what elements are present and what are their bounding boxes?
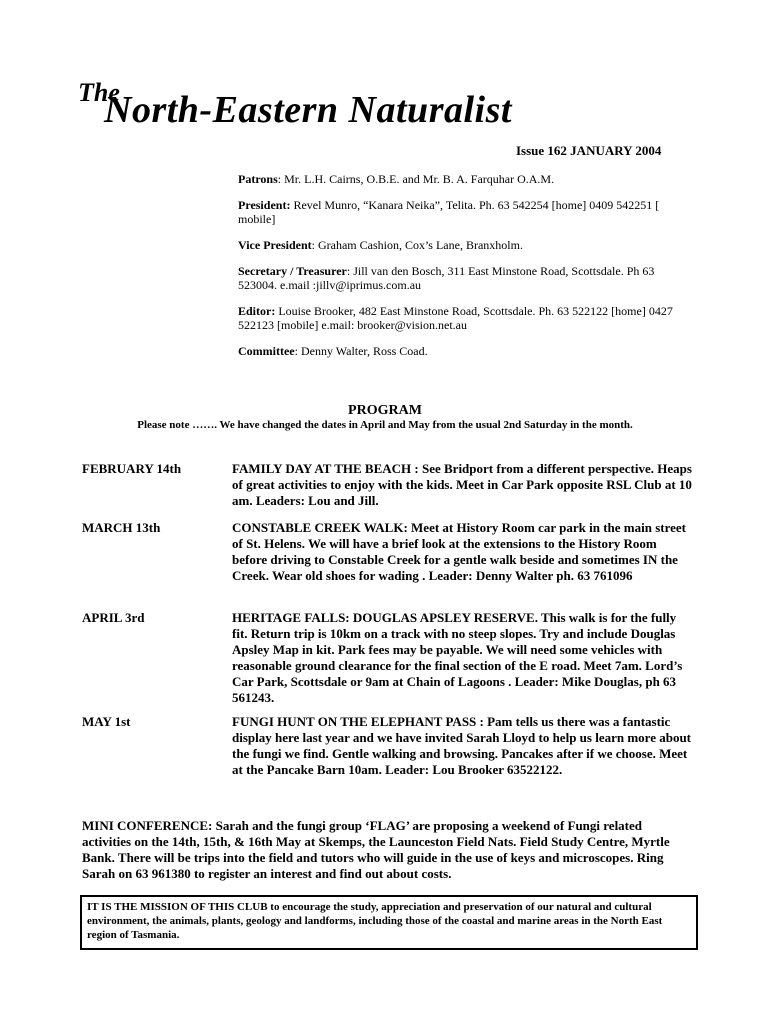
mission-statement-box: IT IS THE MISSION OF THIS CLUB to encourage the study, appreciation and preservation of our natural and cultural environment, the animals, plants, geology and landforms, including those of the coastal and marine areas in the North East region of Tasmania. — [80, 895, 698, 950]
event-description: HERITAGE FALLS: DOUGLAS APSLEY RESERVE. This walk is for the fully fit. Return trip is 10km on a track with no steep slopes. Try and include Douglas Apsley Map in kit. Park fees may be payable. We will need some vehicles with reasonable ground clearance for the final section of the E road. Meet 7am. Lord’s Car Park, Scottsdale or 9am at Chain of Lagoons . Leader: Mike Douglas, ph 63 561243. — [232, 610, 683, 705]
event-description: CONSTABLE CREEK WALK: Meet at History Room car park in the main street of St. Helens. We will have a brief look at the extensions to the History Room before driving to Constable Creek for a gentle walk beside and sometimes IN the Creek. Wear old shoes for wading . Leader: Denny Walter ph. 63 761096 — [232, 520, 687, 583]
officer-text: : Mr. L.H. Cairns, O.B.E. and Mr. B. A. Farquhar O.A.M. — [277, 172, 555, 186]
officer-text: Louise Brooker, 482 East Minstone Road, Scottsdale. Ph. 63 522122 [home] 0427 522123 [mobile] e.mail: brooker@vision.net.au — [238, 304, 673, 332]
officer-label: President: — [238, 198, 291, 212]
officer-committee — [238, 344, 678, 358]
program-heading: PROGRAM — [348, 403, 422, 418]
officer-text: : Denny Walter, Ross Coad. — [294, 344, 428, 358]
event-date: MAY 1st — [82, 714, 131, 729]
newsletter-title: North-Eastern Naturalist — [104, 89, 512, 131]
issue-line: Issue 162 JANUARY 2004 — [516, 143, 662, 158]
event-may — [82, 714, 694, 778]
event-date: MARCH 13th — [82, 520, 161, 535]
event-date: FEBRUARY 14th — [82, 461, 182, 476]
officer-text: : Graham Cashion, Cox’s Lane, Branxholm. — [311, 238, 523, 252]
program-note: Please note ……. We have changed the dates in April and May from the usual 2nd Saturday in the month. — [137, 419, 633, 431]
event-february — [82, 461, 694, 509]
event-date: APRIL 3rd — [82, 610, 145, 625]
officer-text: Revel Munro, “Kanara Neika”, Telita. Ph. 63 542254 [home] 0409 542251 [ mobile] — [238, 198, 660, 226]
officers-list — [238, 172, 678, 370]
officer-label: Committee — [238, 344, 295, 358]
event-description: FUNGI HUNT ON THE ELEPHANT PASS : Pam tells us there was a fantastic display here last year and we have invited Sarah Lloyd to help us learn more about the fungi we find. Gentle walking and browsing. Pancakes after if we choose. Meet at the Pancake Barn 10am. Leader: Lou Brooker 63522122. — [232, 714, 692, 777]
officer-patrons — [238, 172, 678, 186]
officer-label: Vice President — [238, 238, 312, 252]
officer-label: Secretary / Treasurer — [238, 264, 347, 278]
event-april — [82, 610, 694, 706]
mini-conference: MINI CONFERENCE: Sarah and the fungi group ‘FLAG’ are proposing a weekend of Fungi related activities on the 14th, 15th, & 16th May at Skemps, the Launceston Field Nats. Field Study Centre, Myrtle Bank. There will be trips into the field and tutors who will guide in the use of keys and microscopes. Ring Sarah on 63 961380 to register an interest and find out about costs. — [82, 818, 670, 881]
officer-label: Editor: — [238, 304, 276, 318]
officer-label: Patrons — [238, 172, 278, 186]
event-march — [82, 520, 694, 584]
officer-president — [238, 198, 678, 226]
officer-vice-president — [238, 238, 678, 252]
officer-text: : Jill van den Bosch, 311 East Minstone Road, Scottsdale. Ph 63 523004. e.mail :jillv@iprimus.com.au — [238, 264, 655, 292]
masthead-the: The — [78, 78, 120, 107]
event-description: FAMILY DAY AT THE BEACH : See Bridport from a different perspective. Heaps of great activities to enjoy with the kids. Meet in Car Park opposite RSL Club at 10 am. Leaders: Lou and Jill. — [232, 461, 692, 508]
officer-secretary — [238, 264, 678, 292]
officer-editor — [238, 304, 678, 332]
